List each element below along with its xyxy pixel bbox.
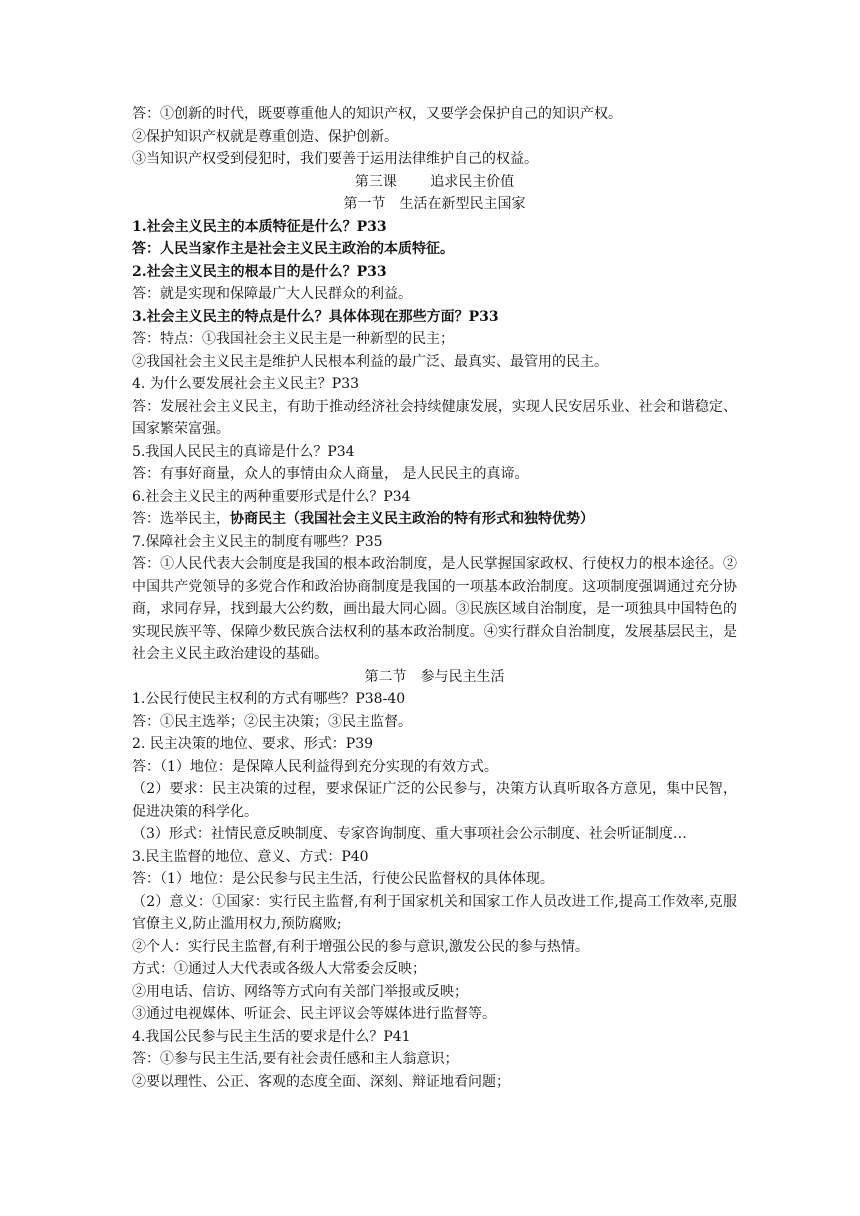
lesson-name: 追求民主价值 xyxy=(430,173,515,190)
text-line: 2. 民主决策的地位、要求、形式：P39 xyxy=(132,736,374,752)
text-line: ③通过电视媒体、听证会、民主评议会等媒体进行监督等。 xyxy=(132,1006,496,1022)
section-title: 第二节 参与民主生活 xyxy=(364,668,505,685)
text-line: 答：①参与民主生活,要有社会责任感和主人翁意识； xyxy=(132,1051,459,1067)
text-line xyxy=(132,508,737,531)
text-line: 答：发展社会主义民主，有助于推动经济社会持续健康发展，实现人民安居乐业、社会和谐稳定、国家繁荣富强。 xyxy=(132,398,737,437)
section-1-body xyxy=(132,216,737,666)
text-line: ②个人：实行民主监督,有利于增强公民的参与意识,激发公民的参与热情。 xyxy=(132,938,589,955)
text-line: 答：人民当家作主是社会主义民主政治的本质特征。 xyxy=(132,241,454,257)
text-line: 5.我国人民民主的真谛是什么？P34 xyxy=(132,443,355,460)
text-line: 答：①人民代表大会制度是我国的根本政治制度，是人民掌握国家政权、行使权力的根本途径。②中国共产党领导的多党合作和政治协商制度是我国的一项基本政治制度。这项制度强调通过充分协商，求同存异，找到最大公约数，画出最大同心圆。③民族区域自治制度，是一项独具中国特色的实现民族平等、保障少数民族合法权利的基本政治制度。④实行群众自治制度，发展基层民主，是社会主义民主政治建设的基础。 xyxy=(132,556,737,662)
lesson-title xyxy=(132,171,737,194)
text-line: 1.公民行使民主权利的方式有哪些？P38-40 xyxy=(132,691,406,707)
text-line: 4.我国公民参与民主生活的要求是什么？P41 xyxy=(132,1028,411,1045)
text-line: （2）意义：①国家：实行民主监督,有利于国家机关和国家工作人员改进工作,提高工作效率,克服官僚主义,防止滥用权力,预防腐败; xyxy=(132,893,737,932)
text-line: ②要以理性、公正、客观的态度全面、深刻、辩证地看问题； xyxy=(132,1073,510,1090)
text-span: 答：选举民主， xyxy=(132,511,230,527)
text-line: 7.保障社会主义民主的制度有哪些？P35 xyxy=(132,533,383,550)
text-line: 答：（1）地位：是保障人民利益得到充分实现的有效方式。 xyxy=(132,758,498,775)
text-line: 答：有事好商量，众人的事情由众人商量， 是人民民主的真谛。 xyxy=(132,466,529,482)
text-line: 6.社会主义民主的两种重要形式是什么？P34 xyxy=(132,488,411,505)
text-line: 答：特点：①我国社会主义民主是一种新型的民主； xyxy=(132,331,454,347)
section-2-body xyxy=(132,688,737,1093)
text-line: 方式：①通过人大代表或各级人大常委会反映； xyxy=(132,961,426,977)
text-line: ②我国社会主义民主是维护人民根本利益的最广泛、最真实、最管用的民主。 xyxy=(132,353,608,370)
text-line: 2.社会主义民主的根本目的是什么？P33 xyxy=(132,263,387,280)
text-line: 答：（1）地位：是公民参与民主生活，行使公民监督权的具体体现。 xyxy=(132,871,554,887)
text-line: 答：①创新的时代，既要尊重他人的知识产权，又要学会保护自己的知识产权。 xyxy=(132,106,622,122)
text-line: （2）要求：民主决策的过程，要求保证广泛的公民参与，决策方认真听取各方意见，集中民智，促进决策的科学化。 xyxy=(132,781,737,820)
text-span-bold: 协商民主（我国社会主义民主政治的特有形式和独特优势） xyxy=(230,511,594,527)
text-line: ③当知识产权受到侵犯时，我们要善于运用法律维护自己的权益。 xyxy=(132,151,538,167)
text-line: ②用电话、信访、网络等方式向有关部门举报或反映； xyxy=(132,983,468,1000)
section-title: 第一节 生活在新型民主国家 xyxy=(343,196,526,212)
text-line: 答：①民主选举；②民主决策；③民主监督。 xyxy=(132,713,412,730)
document-page xyxy=(132,103,737,1093)
text-line: ②保护知识产权就是尊重创造、保护创新。 xyxy=(132,128,398,145)
text-line: 4. 为什么要发展社会主义民主？P33 xyxy=(132,376,360,392)
text-line: 3.社会主义民主的特点是什么？具体体现在那些方面？P33 xyxy=(132,308,499,325)
lesson-number: 第三课 xyxy=(354,173,397,190)
text-line: 答：就是实现和保障最广大人民群众的利益。 xyxy=(132,286,412,302)
text-line: （3）形式：社情民意反映制度、专家咨询制度、重大事项社会公示制度、社会听证制度… xyxy=(132,826,687,842)
text-line: 3.民主监督的地位、意义、方式：P40 xyxy=(132,848,369,865)
text-line: 1.社会主义民主的本质特征是什么？P33 xyxy=(132,218,387,235)
